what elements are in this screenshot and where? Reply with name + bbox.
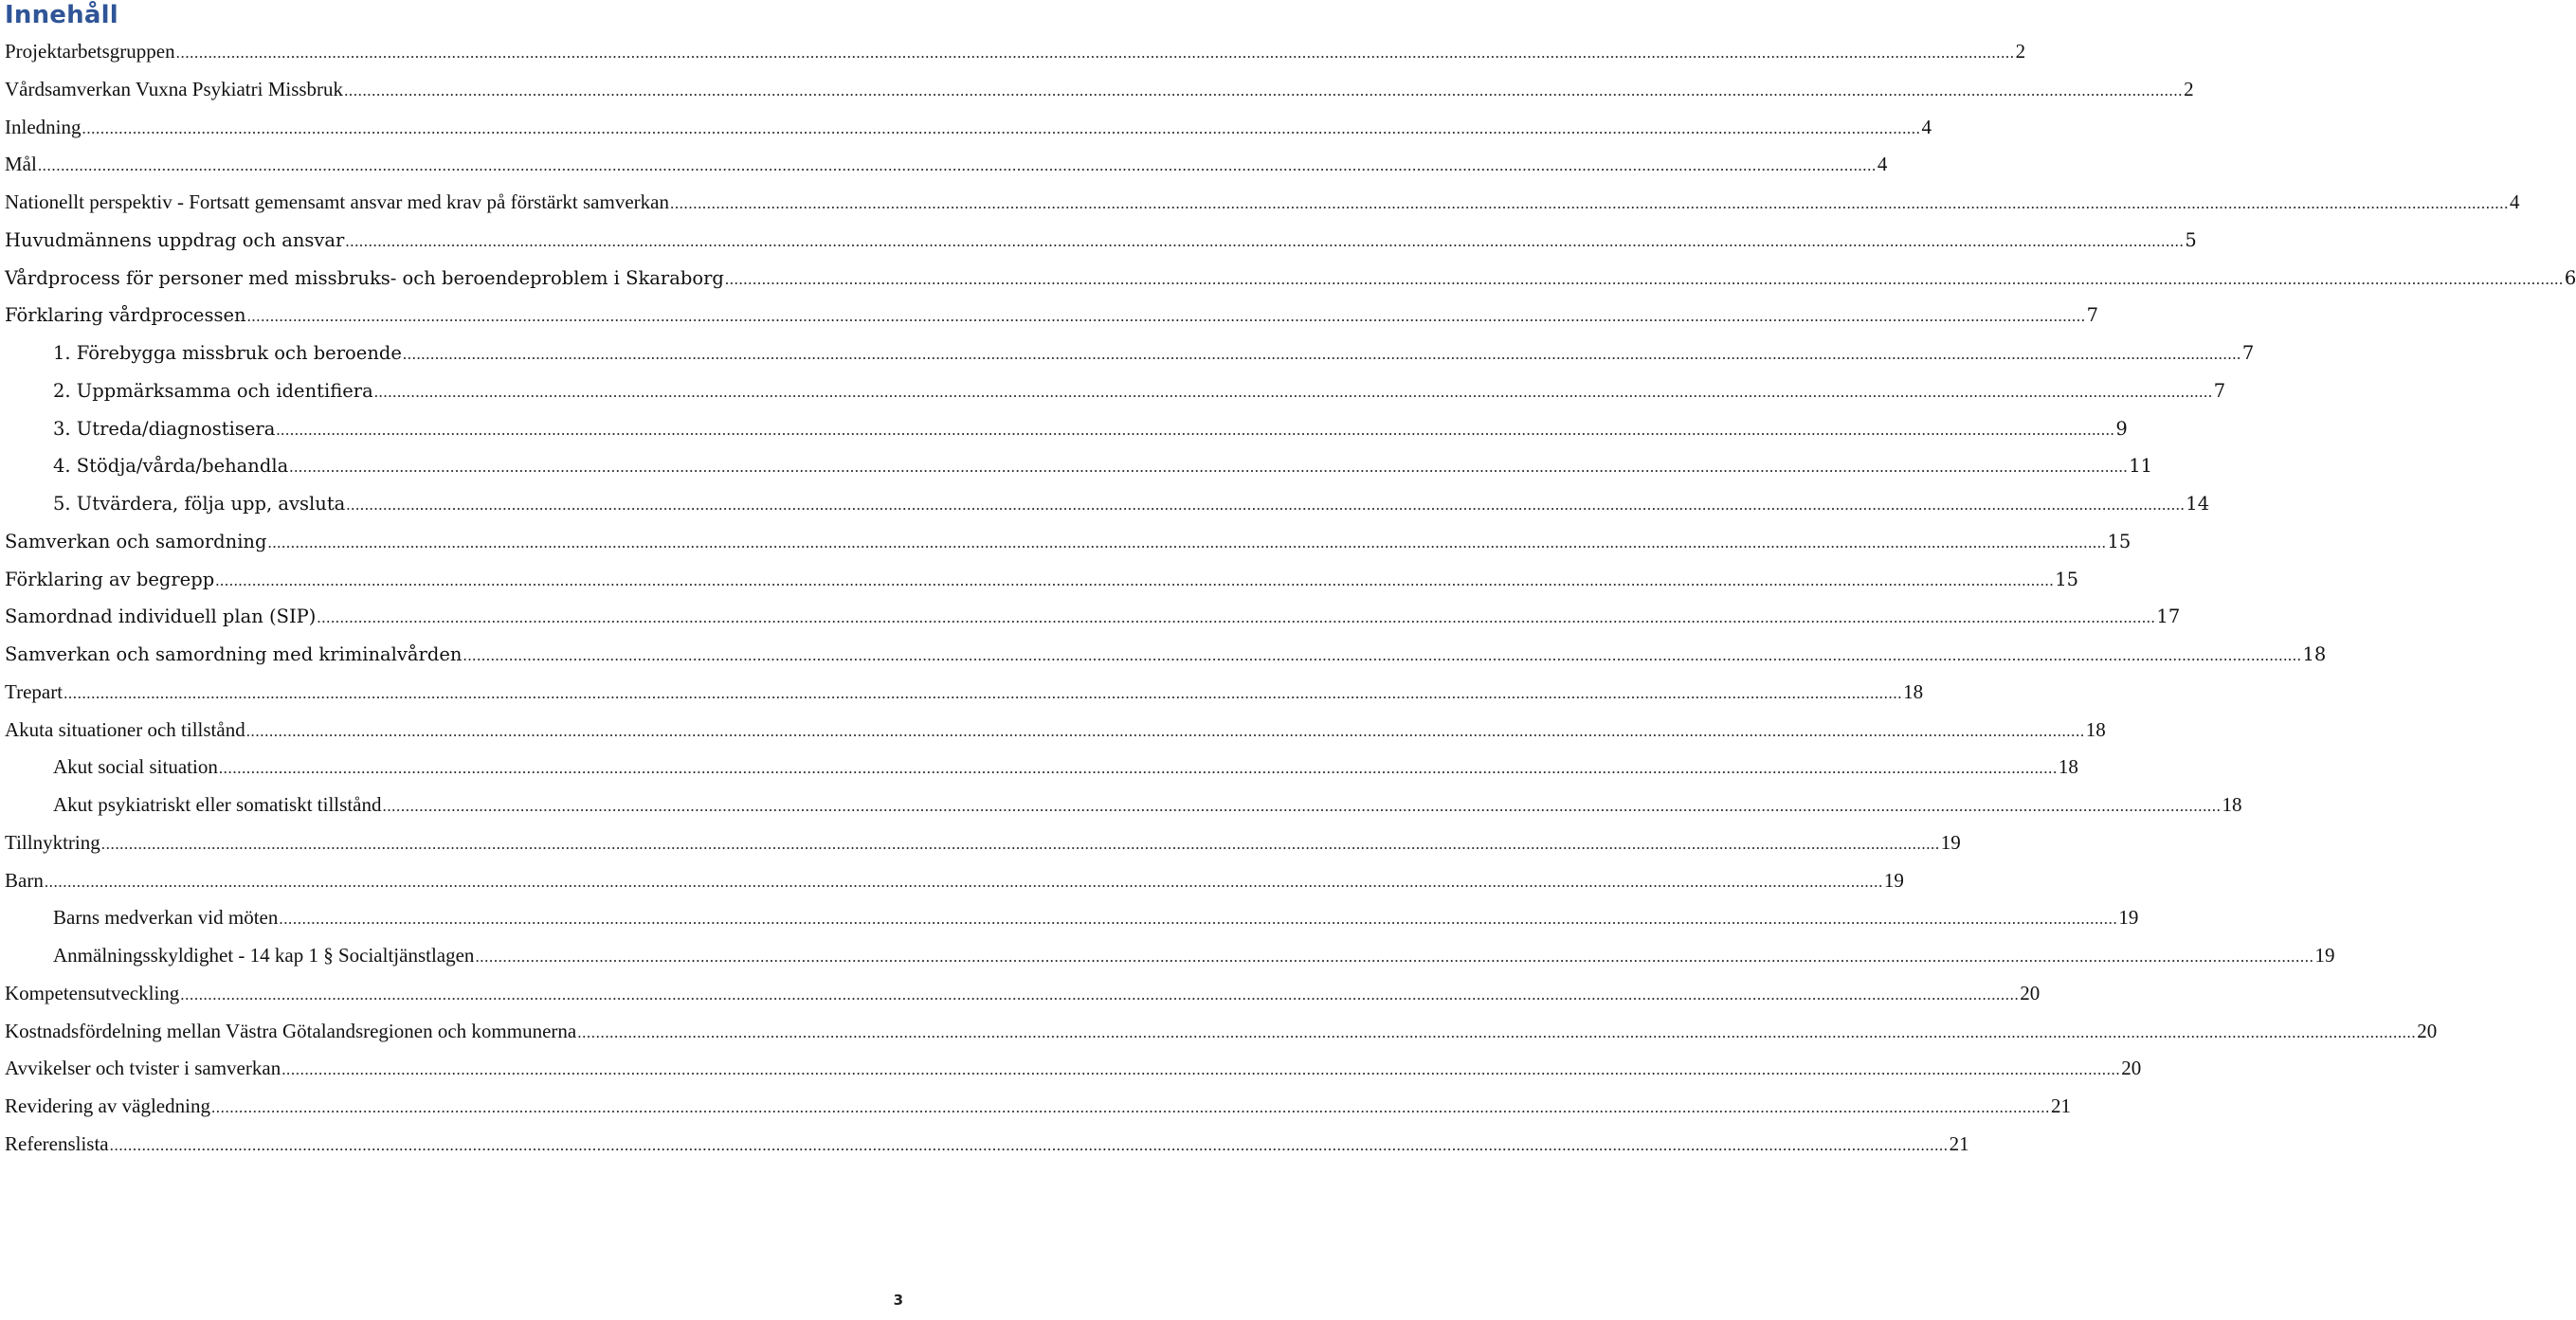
toc-entry[interactable] — [5, 1126, 1969, 1164]
toc-entry-page-number: 20 — [2020, 981, 2041, 1004]
toc-entry[interactable] — [5, 937, 2335, 975]
dot-leader: ................................................................................................................................................................................................................................................................................................................................................................................................................ — [279, 910, 2118, 929]
dot-leader: ................................................................................................................................................................................................................................................................................................................................................................................................................ — [577, 1022, 2417, 1041]
dot-leader: ................................................................................................................................................................................................................................................................................................................................................................................................................ — [317, 608, 2156, 627]
toc-entry[interactable] — [5, 749, 2078, 787]
toc-entry-label: Samverkan och samordning — [5, 530, 267, 552]
toc-entry[interactable] — [5, 447, 2153, 485]
toc-entry-label: 1. Förebygga missbruk och beroende — [53, 342, 402, 364]
toc-entry-page-number: 11 — [2129, 455, 2153, 478]
toc-entry-label: 5. Utvärdera, följa upp, avsluta — [53, 493, 346, 515]
dot-leader: ................................................................................................................................................................................................................................................................................................................................................................................................................ — [669, 194, 2509, 212]
dot-leader: ................................................................................................................................................................................................................................................................................................................................................................................................................ — [373, 382, 2213, 401]
toc-entry[interactable] — [5, 561, 2079, 599]
toc-entry-page-number: 19 — [1883, 868, 1904, 892]
toc-entry-label: Anmälningsskyldighet - 14 kap 1 § Socialtjänstlagen — [53, 944, 475, 967]
dot-leader: ................................................................................................................................................................................................................................................................................................................................................................................................................ — [109, 1135, 1949, 1154]
toc-entry-page-number: 20 — [2417, 1019, 2438, 1042]
toc-entry-label: Kostnadsfördelning mellan Västra Götalandsregionen och kommunerna — [5, 1019, 577, 1042]
toc-entry[interactable] — [5, 33, 2026, 71]
toc-entry-label: 2. Uppmärksamma och identifiera — [53, 379, 373, 402]
toc-entry-page-number: 19 — [2314, 944, 2335, 967]
dot-leader: ................................................................................................................................................................................................................................................................................................................................................................................................................ — [246, 307, 2086, 326]
toc-entry[interactable] — [5, 260, 2576, 298]
toc-entry-label: Mål — [5, 153, 37, 176]
toc-entry[interactable] — [5, 712, 2106, 750]
toc-entry[interactable] — [5, 636, 2327, 674]
table-of-contents — [5, 33, 2576, 1164]
toc-entry-page-number: 7 — [2086, 304, 2098, 327]
toc-entry-page-number: 7 — [2241, 342, 2255, 364]
toc-entry[interactable] — [5, 297, 2098, 335]
toc-entry-page-number: 21 — [2050, 1094, 2071, 1117]
toc-entry[interactable] — [5, 824, 1961, 862]
toc-entry-page-number: 19 — [1940, 830, 1961, 854]
dot-leader: ................................................................................................................................................................................................................................................................................................................................................................................................................ — [63, 683, 1903, 702]
toc-entry[interactable] — [5, 485, 2210, 523]
toc-entry[interactable] — [5, 146, 1888, 184]
toc-entry-page-number: 18 — [2058, 755, 2078, 779]
dot-leader: ................................................................................................................................................................................................................................................................................................................................................................................................................ — [267, 533, 2107, 552]
toc-entry-label: Projektarbetsgruppen — [5, 40, 175, 63]
dot-leader: ................................................................................................................................................................................................................................................................................................................................................................................................................ — [218, 759, 2058, 778]
toc-entry[interactable] — [5, 184, 2520, 222]
toc-entry-page-number: 18 — [2302, 643, 2327, 665]
toc-entry[interactable] — [5, 1050, 2142, 1088]
toc-entry-label: Kompetensutveckling — [5, 981, 180, 1004]
toc-entry-page-number: 5 — [2185, 228, 2197, 251]
toc-entry-label: 4. Stödja/vårda/behandla — [53, 455, 289, 478]
toc-entry[interactable] — [5, 975, 2041, 1013]
toc-entry-label: Revidering av vägledning — [5, 1094, 210, 1117]
toc-entry-page-number: 6 — [2564, 266, 2576, 289]
toc-entry-label: Akut social situation — [53, 755, 218, 779]
toc-entry-label: Nationellt perspektiv - Fortsatt gemensamt ansvar med krav på förstärkt samverkan — [5, 190, 669, 213]
toc-entry[interactable] — [5, 523, 2132, 561]
toc-entry-page-number: 4 — [1921, 115, 1932, 138]
dot-leader: ................................................................................................................................................................................................................................................................................................................................................................................................................ — [402, 345, 2241, 363]
toc-entry-label: Referenslista — [5, 1131, 109, 1155]
toc-entry-label: Inledning — [5, 115, 82, 138]
toc-entry-label: Samverkan och samordning med kriminalvården — [5, 643, 463, 665]
dot-leader: ................................................................................................................................................................................................................................................................................................................................................................................................................ — [345, 231, 2185, 250]
toc-entry-page-number: 17 — [2156, 606, 2181, 628]
toc-entry-label: Tillnyktring — [5, 830, 100, 854]
toc-entry-page-number: 4 — [1877, 153, 1888, 176]
dot-leader: ................................................................................................................................................................................................................................................................................................................................................................................................................ — [180, 985, 2020, 1004]
toc-entry[interactable] — [5, 1013, 2438, 1051]
toc-entry-label: Samordnad individuell plan (SIP) — [5, 606, 317, 628]
toc-entry-page-number: 9 — [2115, 417, 2128, 440]
toc-entry[interactable] — [5, 335, 2255, 372]
toc-entry-label: Akut psykiatriskt eller somatiskt tillstånd — [53, 793, 382, 816]
toc-entry[interactable] — [5, 1088, 2071, 1126]
toc-entry-label: 3. Utreda/diagnostisera — [53, 417, 276, 440]
toc-entry-label: Avvikelser och tvister i samverkan — [5, 1057, 281, 1080]
toc-entry-page-number: 18 — [1903, 679, 1924, 703]
toc-entry[interactable] — [5, 410, 2128, 448]
dot-leader: ................................................................................................................................................................................................................................................................................................................................................................................................................ — [82, 118, 1921, 137]
toc-entry-label: Barn — [5, 868, 44, 892]
dot-leader: ................................................................................................................................................................................................................................................................................................................................................................................................................ — [210, 1098, 2050, 1116]
dot-leader: ................................................................................................................................................................................................................................................................................................................................................................................................................ — [281, 1060, 2121, 1079]
toc-entry[interactable] — [5, 899, 2139, 937]
page-number: 3 — [893, 1292, 903, 1309]
toc-entry-page-number: 19 — [2118, 906, 2139, 930]
toc-entry-page-number: 18 — [2085, 717, 2106, 741]
dot-leader: ................................................................................................................................................................................................................................................................................................................................................................................................................ — [382, 797, 2222, 815]
dot-leader: ................................................................................................................................................................................................................................................................................................................................................................................................................ — [44, 872, 1883, 891]
toc-entry[interactable] — [5, 71, 2194, 109]
toc-entry[interactable] — [5, 787, 2242, 824]
toc-entry-label: Akuta situationer och tillstånd — [5, 717, 245, 741]
toc-entry-label: Vårdsamverkan Vuxna Psykiatri Missbruk — [5, 77, 344, 100]
toc-entry-page-number: 20 — [2121, 1057, 2142, 1080]
toc-entry-page-number: 18 — [2222, 793, 2242, 816]
toc-entry[interactable] — [5, 109, 1932, 147]
dot-leader: ................................................................................................................................................................................................................................................................................................................................................................................................................ — [346, 496, 2186, 514]
dot-leader: ................................................................................................................................................................................................................................................................................................................................................................................................................ — [475, 948, 2314, 966]
dot-leader: ................................................................................................................................................................................................................................................................................................................................................................................................................ — [289, 458, 2129, 477]
toc-entry-page-number: 4 — [2509, 190, 2520, 213]
toc-entry-label: Huvudmännens uppdrag och ansvar — [5, 228, 345, 251]
toc-entry[interactable] — [5, 372, 2226, 410]
toc-entry-page-number: 15 — [2055, 568, 2079, 590]
toc-entry-label: Vårdprocess för personer med missbruks- och beroendeproblem i Skaraborg — [5, 266, 724, 289]
toc-entry-page-number: 2 — [2184, 77, 2194, 100]
dot-leader: ................................................................................................................................................................................................................................................................................................................................................................................................................ — [37, 156, 1877, 175]
toc-entry-page-number: 14 — [2186, 493, 2210, 515]
toc-entry-page-number: 15 — [2107, 530, 2132, 552]
dot-leader: ................................................................................................................................................................................................................................................................................................................................................................................................................ — [276, 420, 2115, 439]
toc-entry-label: Barns medverkan vid möten — [53, 906, 279, 930]
dot-leader: ................................................................................................................................................................................................................................................................................................................................................................................................................ — [175, 44, 2015, 62]
toc-entry[interactable] — [5, 598, 2181, 636]
toc-entry-page-number: 21 — [1949, 1131, 1969, 1155]
dot-leader: ................................................................................................................................................................................................................................................................................................................................................................................................................ — [245, 721, 2085, 740]
toc-entry-label: Trepart — [5, 679, 63, 703]
dot-leader: ................................................................................................................................................................................................................................................................................................................................................................................................................ — [724, 269, 2564, 288]
toc-entry[interactable] — [5, 222, 2197, 260]
toc-entry-label: Förklaring av begrepp — [5, 568, 215, 590]
toc-title: Innehåll — [5, 1, 118, 29]
dot-leader: ................................................................................................................................................................................................................................................................................................................................................................................................................ — [344, 81, 2184, 99]
toc-entry-page-number: 2 — [2015, 40, 2026, 63]
toc-entry-page-number: 7 — [2213, 379, 2226, 402]
dot-leader: ................................................................................................................................................................................................................................................................................................................................................................................................................ — [463, 646, 2302, 664]
toc-entry[interactable] — [5, 862, 1904, 900]
toc-entry-label: Förklaring vårdprocessen — [5, 304, 246, 327]
dot-leader: ................................................................................................................................................................................................................................................................................................................................................................................................................ — [215, 570, 2055, 589]
dot-leader: ................................................................................................................................................................................................................................................................................................................................................................................................................ — [100, 834, 1940, 853]
toc-entry[interactable] — [5, 674, 1924, 712]
